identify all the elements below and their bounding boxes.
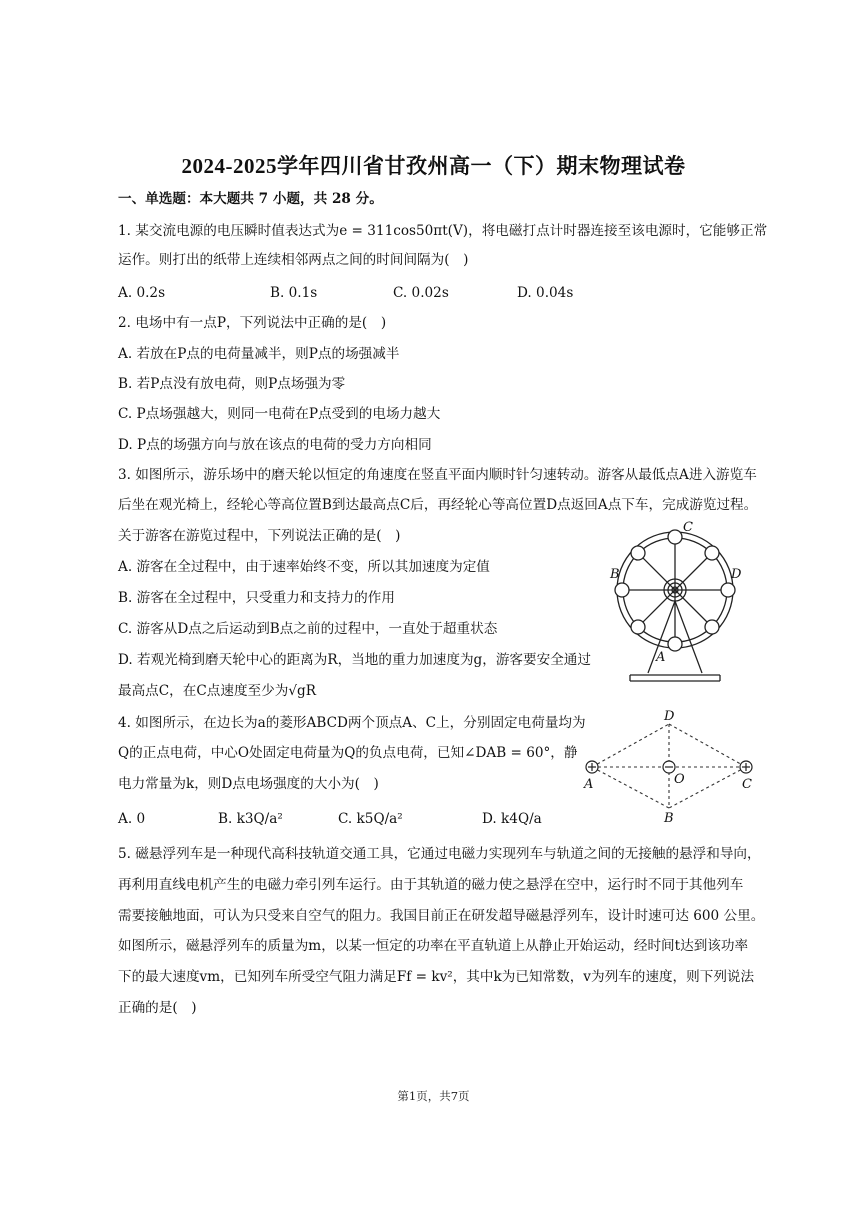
q2-option-d: D. P点的场强方向与放在该点的电荷的受力方向相同 <box>118 437 432 453</box>
q5-line6: 正确的是( ) <box>118 1000 197 1016</box>
wheel-label-b: B <box>610 567 620 582</box>
q4-line3: 电力常量为k，则D点电场强度的大小为( ) <box>118 776 379 792</box>
q3-option-d-line1: D. 若观光椅到磨天轮中心的距离为R，当地的重力加速度为g，游客要安全通过 <box>118 652 591 668</box>
page-footer: 第1页，共7页 <box>397 1089 470 1103</box>
wheel-label-d: D <box>731 567 742 582</box>
q3-line3: 关于游客在游览过程中，下列说法正确的是( ) <box>118 528 401 544</box>
q2-option-c: C. P点场强越大，则同一电荷在P点受到的电场力越大 <box>118 406 441 422</box>
q4-option-b: B. k3Q/a² <box>218 811 283 827</box>
q5-line3: 需要接触地面，可认为只受来自空气的阻力。我国目前正在研发超导磁悬浮列车，设计时速可达 600 公里。 <box>118 908 765 924</box>
q1-line1: 1. 某交流电源的电压瞬时值表达式为e = 311cos50πt(V)，将电磁打点计时器连接至该电源时，它能够正常 <box>118 223 768 239</box>
q5-line5: 下的最大速度vm，已知列车所受空气阻力满足Ff = kv²，其中k为已知常数，v为列车的速度，则下列说法 <box>118 969 755 985</box>
q3-option-d-line2: 最高点C，在C点速度至少为√gR <box>118 683 316 699</box>
ferris-wheel-figure <box>600 515 750 685</box>
q4-line1: 4. 如图所示，在边长为a的菱形ABCD两个顶点A、C上，分别固定电荷量均为 <box>118 715 586 731</box>
q1-option-a: A. 0.2s <box>118 285 166 301</box>
q4-line2: Q的正点电荷，中心O处固定电荷量为Q的负点电荷，已知∠DAB = 60°，静 <box>118 745 578 761</box>
q4-option-c: C. k5Q/a² <box>338 811 403 827</box>
rhombus-label-d: D <box>664 709 675 724</box>
section-heading: 一、单选题：本大题共 7 小题，共 28 分。 <box>118 191 383 207</box>
q3-option-a: A. 游客在全过程中，由于速率始终不变，所以其加速度为定值 <box>118 559 490 575</box>
q4-option-d: D. k4Q/a <box>482 811 542 827</box>
rhombus-label-c: C <box>742 777 752 792</box>
q3-line1: 3. 如图所示，游乐场中的磨天轮以恒定的角速度在竖直平面内顺时针匀速转动。游客从最低点A进入游览车 <box>118 467 757 483</box>
q2-option-b: B. 若P点没有放电荷，则P点场强为零 <box>118 376 346 392</box>
q1-option-c: C. 0.02s <box>393 285 449 301</box>
q1-line2: 运作。则打出的纸带上连续相邻两点之间的时间间隔为( ) <box>118 252 469 268</box>
q5-line2: 再利用直线电机产生的电磁力牵引列车运行。由于其轨道的磁力使之悬浮在空中，运行时不同于其他列车 <box>118 877 744 893</box>
q3-option-b: B. 游客在全过程中，只受重力和支持力的作用 <box>118 590 395 606</box>
wheel-label-c: C <box>683 520 693 535</box>
wheel-label-a: A <box>656 650 666 665</box>
q5-line4: 如图所示，磁悬浮列车的质量为m，以某一恒定的功率在平直轨道上从静止开始运动，经时间t达到该功率 <box>118 938 749 954</box>
q2-stem: 2. 电场中有一点P，下列说法中正确的是( ) <box>118 315 387 331</box>
rhombus-label-a: A <box>584 777 594 792</box>
q1-option-b: B. 0.1s <box>270 285 318 301</box>
rhombus-label-b: B <box>664 811 674 824</box>
q5-line1: 5. 磁悬浮列车是一种现代高科技轨道交通工具，它通过电磁力实现列车与轨道之间的无接触的悬浮和导向， <box>118 846 761 862</box>
q3-line2: 后坐在观光椅上，经轮心等高位置B到达最高点C后，再经轮心等高位置D点返回A点下车，完成游览过程。 <box>118 497 758 513</box>
q2-option-a: A. 若放在P点的电荷量减半，则P点的场强减半 <box>118 346 400 362</box>
q1-option-d: D. 0.04s <box>517 285 574 301</box>
q4-option-a: A. 0 <box>118 811 146 827</box>
rhombus-label-o: O <box>674 772 685 787</box>
rhombus-figure <box>580 708 760 824</box>
q3-option-c: C. 游客从D点之后运动到B点之前的过程中，一直处于超重状态 <box>118 621 498 637</box>
page-title: 2024-2025学年四川省甘孜州高一（下）期末物理试卷 <box>181 154 686 178</box>
